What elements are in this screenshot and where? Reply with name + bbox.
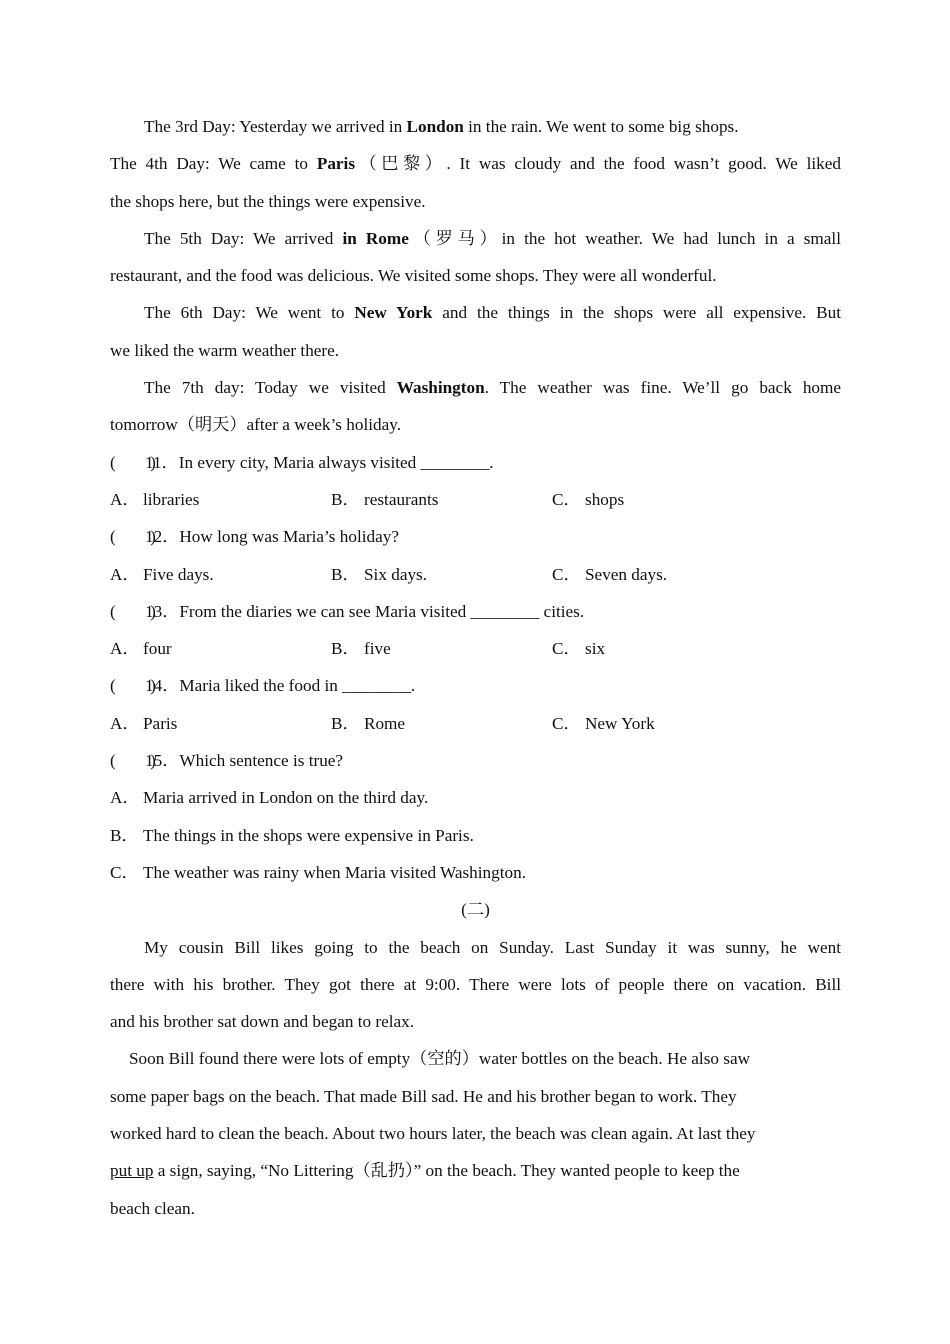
question-11-options [110,481,841,518]
question-12 [110,518,841,555]
passage2-paragraph2: Soon Bill found there were lots of empty（空的）water bottles on the beach. He also saw [129,1049,750,1069]
option-letter: B． [331,639,360,659]
city-name: in Rome [342,228,409,248]
option-b [331,481,552,518]
option-c [110,854,841,891]
option-letter: A． [110,788,140,808]
option-text: five [364,639,391,659]
option-text: shops [585,489,625,509]
question-14 [110,667,841,704]
option-text: Rome [364,713,406,733]
diary-day4 [110,145,841,182]
diary-text: （巴黎）. It was cloudy and the food wasn’t good. We liked [355,154,841,174]
option-letter: C． [552,639,581,659]
option-text: Five days. [143,564,214,584]
option-letter: B． [110,825,139,845]
diary-day6-cont: we liked the warm weather there. [110,340,340,360]
option-text: four [143,639,172,659]
option-text: The weather was rainy when Maria visited Washington. [143,862,526,882]
city-name: Washington [396,378,485,398]
option-letter: A． [110,489,140,509]
option-text: restaurants [364,489,439,509]
option-a [110,481,331,518]
diary-text: （罗马）in the hot weather. We had lunch in a small [408,228,841,248]
option-a [110,705,331,742]
option-text: Maria arrived in London on the third day. [143,788,429,808]
option-a [110,556,331,593]
option-b [331,705,552,742]
answer-blank[interactable]: ( ) [110,452,156,472]
option-text: Six days. [364,564,428,584]
option-letter: B． [331,564,360,584]
passage2-paragraph2-cont [110,1152,841,1189]
passage2-paragraph2-end: beach clean. [110,1198,195,1218]
city-name: Paris [316,154,356,174]
passage2-paragraph1-cont: there with his brother. They got there at 9:00. There were lots of people there on vacation. Bill [110,974,841,994]
option-text: six [585,639,606,659]
diary-day3 [110,108,841,145]
passage2-paragraph1-end: and his brother sat down and began to relax. [110,1012,415,1032]
option-a [110,779,841,816]
passage2-paragraph1: My cousin Bill likes going to the beach on Sunday. Last Sunday it was sunny, he went [144,937,841,957]
section-title: (二) [461,900,490,920]
option-c [552,630,605,667]
option-letter: C． [552,564,581,584]
diary-day5 [110,220,841,257]
question-text: 14．Maria liked the food in ________. [145,676,416,696]
option-letter: B． [331,489,360,509]
question-11 [110,444,841,481]
option-text: Paris [143,713,178,733]
option-text: libraries [143,489,200,509]
diary-day7 [110,369,841,406]
option-letter: C． [552,713,581,733]
diary-text: . The weather was fine. We’ll go back home [484,378,841,398]
answer-blank[interactable]: ( ) [110,527,156,547]
diary-text: and the things in the shops were all expensive. But [432,303,841,323]
diary-text: The 7th day: Today we visited [144,378,397,398]
question-text: 11．In every city, Maria always visited ________. [145,452,494,472]
option-c [552,481,624,518]
answer-blank[interactable]: ( ) [110,601,156,621]
question-14-options [110,705,841,742]
document-content [110,108,841,1227]
diary-text: The 6th Day: We went to [144,303,355,323]
option-c [552,556,667,593]
option-letter: C． [552,489,581,509]
question-13 [110,593,841,630]
option-text: New York [585,713,655,733]
diary-day4-cont: the shops here, but the things were expensive. [110,191,426,211]
option-letter: C． [110,862,139,882]
option-letter: A． [110,713,140,733]
option-letter: A． [110,564,140,584]
diary-text: The 5th Day: We arrived [144,228,343,248]
question-text: 13．From the diaries we can see Maria visited ________ cities. [145,601,585,621]
option-letter: B． [331,713,360,733]
diary-day6 [110,294,841,331]
option-c [552,705,655,742]
city-name: London [406,117,464,136]
option-b [331,556,552,593]
answer-blank[interactable]: ( ) [110,751,156,771]
city-name: New York [354,303,433,323]
option-b [331,630,552,667]
answer-blank[interactable]: ( ) [110,676,156,696]
diary-text: The 3rd Day: Yesterday we arrived in [144,117,407,136]
passage-text: a sign, saying, “No Littering（乱扔）” on the beach. They wanted people to keep the [153,1161,740,1181]
passage2-paragraph2-cont: some paper bags on the beach. That made Bill sad. He and his brother began to work. They [110,1086,737,1106]
option-letter: A． [110,639,140,659]
diary-day5-cont: restaurant, and the food was delicious. We visited some shops. They were all wonderful. [110,266,717,286]
question-13-options [110,630,841,667]
question-15 [110,742,841,779]
question-12-options [110,556,841,593]
diary-day7-cont: tomorrow（明天）after a week’s holiday. [110,415,401,435]
diary-text: The 4th Day: We came to [110,154,317,174]
option-text: Seven days. [585,564,668,584]
passage2-paragraph2-cont: worked hard to clean the beach. About two hours later, the beach was clean again. At last they [110,1124,756,1144]
question-text: 12．How long was Maria’s holiday? [145,527,399,547]
question-text: 15．Which sentence is true? [145,751,344,771]
underlined-phrase: put up [110,1161,154,1181]
option-text: The things in the shops were expensive in Paris. [143,825,474,845]
option-a [110,630,331,667]
diary-text: in the rain. We went to some big shops. [463,117,739,136]
option-b [110,817,841,854]
